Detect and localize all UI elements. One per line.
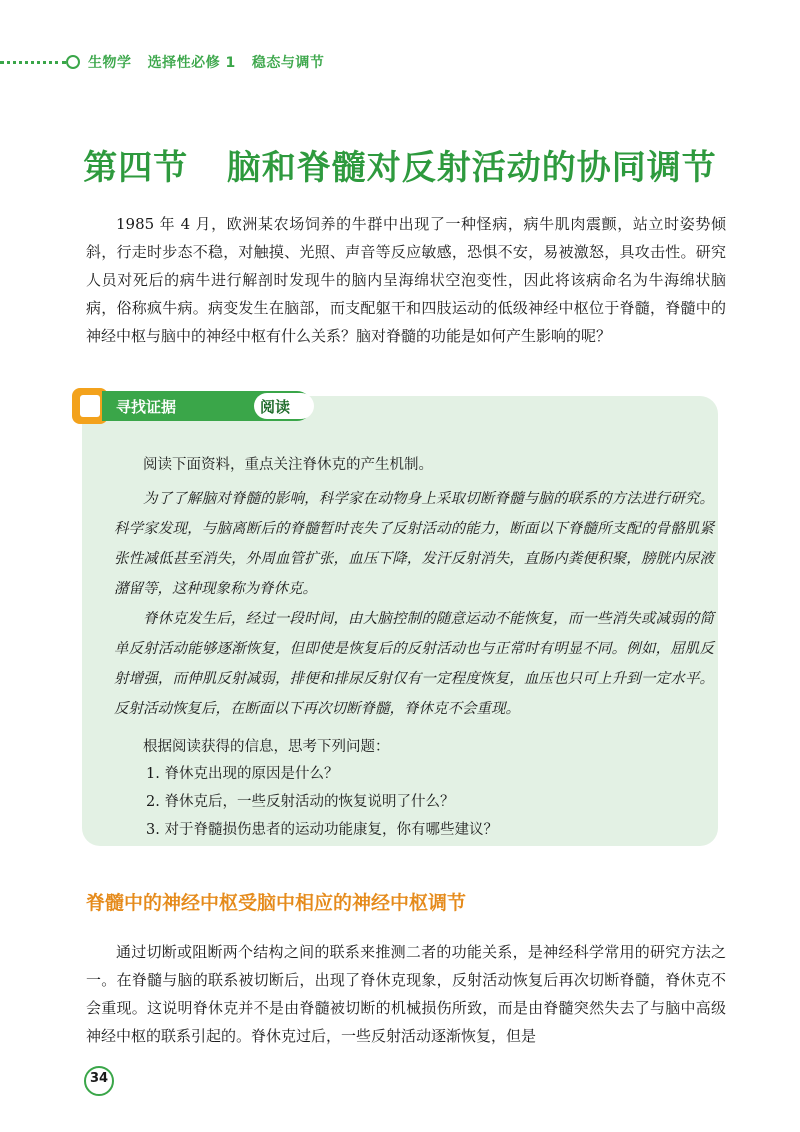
material-paragraph-1: 为了了解脑对脊髓的影响，科学家在动物身上采取切断脊髓与脑的联系的方法进行研究。科学家发现，与脑离断后的脊髓暂时丧失了反射活动的能力，断面以下脊髓所支配的骨骼肌紧张性减低甚至消失，外周血管扩张，血压下降，发汗反射消失，直肠内粪便积聚，膀胱内尿液潴留等，这种现象称为脊休克。 — [114, 491, 714, 597]
reading-prompt — [114, 732, 714, 762]
body-paragraph — [86, 938, 726, 1050]
tag-badge-text: 阅读 — [260, 398, 291, 416]
reading-lead-text: 阅读下面资料，重点关注脊休克的产生机制。 — [143, 457, 433, 473]
tag-pill — [102, 391, 312, 421]
question-item: 1. 脊休克出现的原因是什么？ — [146, 766, 339, 782]
magnifier-book-icon-inner — [80, 395, 100, 417]
reading-material — [114, 484, 714, 724]
intro-text: 1985 年 4 月，欧洲某农场饲养的牛群中出现了一种怪病，病牛肌肉震颤，站立时姿势倾斜，行走时步态不稳，对触摸、光照、声音等反应敏感，恐惧不安，易被激怒，具攻击性。研究人员对死后的病牛进行解剖时发现牛的脑内呈海绵状空泡变性，因此将该病命名为牛海绵状脑病，俗称疯牛病。病变发生在脑部，而支配躯干和四肢运动的低级神经中枢位于脊髓，脊髓中的神经中枢与脑中的神经中枢有什么关系？脑对脊髓的功能是如何产生影响的呢？ — [86, 215, 726, 345]
question-item: 3. 对于脊髓损伤患者的运动功能康复，你有哪些建议？ — [146, 822, 498, 838]
tag-badge — [254, 393, 314, 419]
running-header — [0, 50, 800, 74]
tag-label: 寻找证据 — [116, 398, 177, 416]
section-subheading: 脊髓中的神经中枢受脑中相应的神经中枢调节 — [86, 892, 467, 914]
body-text: 通过切断或阻断两个结构之间的联系来推测二者的功能关系，是神经科学常用的研究方法之一。在脊髓与脑的联系被切断后，出现了脊休克现象，反射活动恢复后再次切断脊髓，脊休克不会重现。这说明脊休克并不是由脊髓被切断的机械损伤所致，而是由脊髓突然失去了与脑中高级神经中枢的联系引起的。脊休克过后，一些反射活动逐渐恢复，但是 — [86, 943, 726, 1045]
reading-lead — [114, 450, 714, 480]
question-list — [146, 760, 706, 844]
header-dotted-rule — [0, 61, 66, 64]
question-item: 2. 脊休克后，一些反射活动的恢复说明了什么？ — [146, 794, 455, 810]
section-title: 第四节 脑和脊髓对反射活动的协同调节 — [83, 148, 717, 188]
page-number-text: 34 — [89, 1071, 109, 1086]
header-ring-icon — [66, 55, 80, 69]
reading-prompt-text: 根据阅读获得的信息，思考下列问题： — [143, 739, 390, 755]
header-label: 生物学 选择性必修 1 稳态与调节 — [88, 55, 325, 71]
page-number — [84, 1066, 114, 1096]
material-paragraph-2: 脊休克发生后，经过一段时间，由大脑控制的随意运动不能恢复，而一些消失或减弱的简单反射活动能够逐渐恢复，但即使是恢复后的反射活动也与正常时有明显不同。例如，屈肌反射增强，而伸肌反射减弱，排便和排尿反射仅有一定程度恢复，血压也只可上升到一定水平。反射活动恢复后，在断面以下再次切断脊髓，脊休克不会重现。 — [114, 611, 714, 717]
intro-paragraph — [86, 210, 726, 350]
